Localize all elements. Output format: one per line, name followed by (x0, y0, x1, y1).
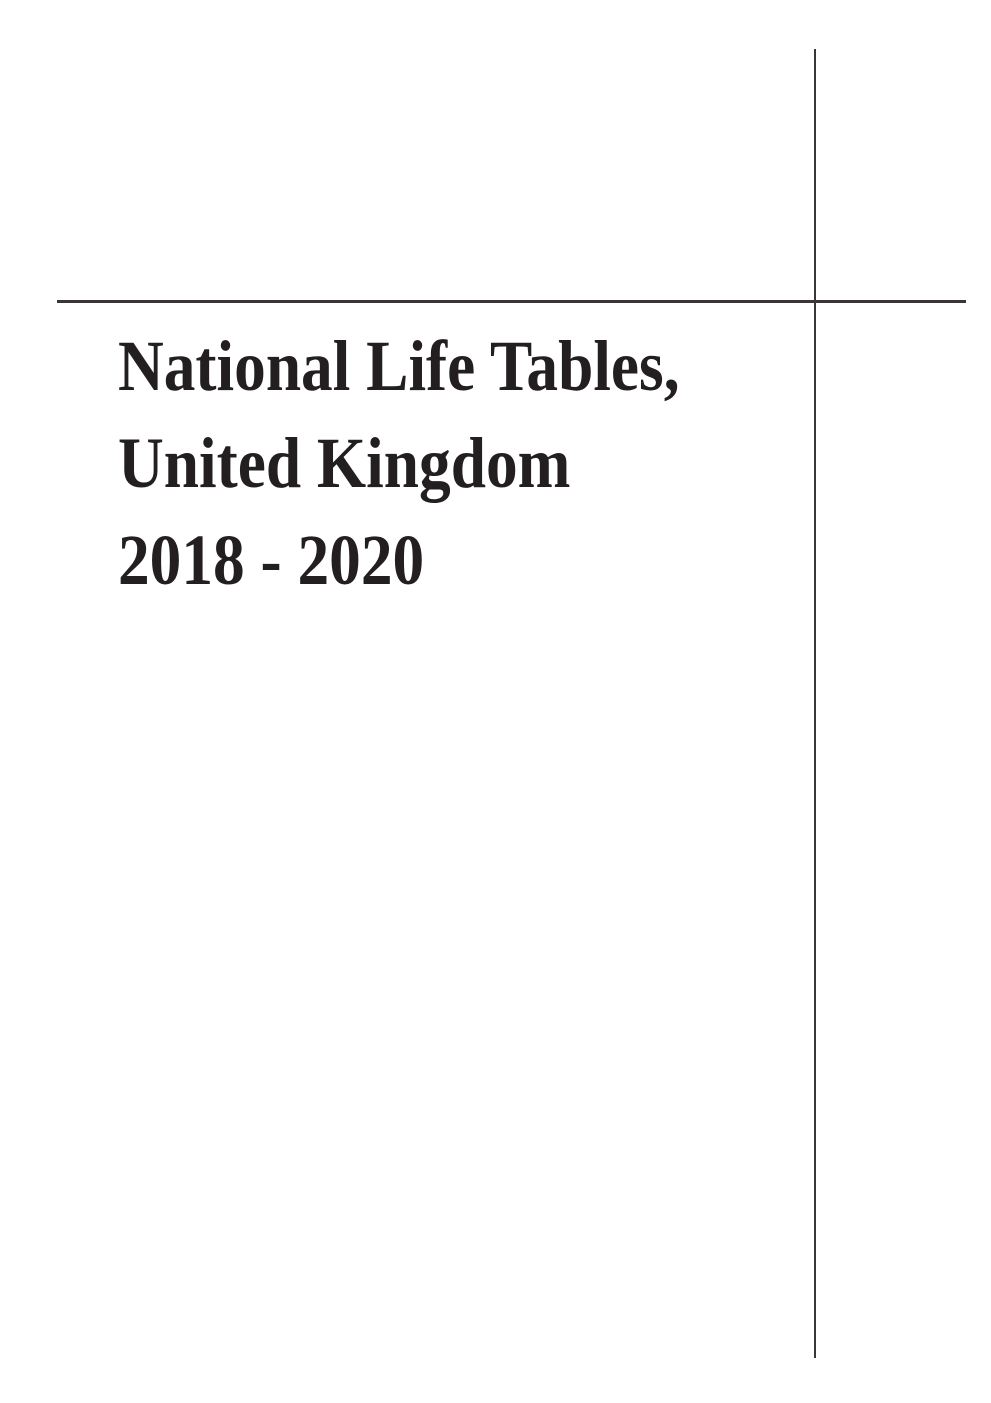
title-line-2: United Kingdom (118, 423, 571, 503)
title-line-1: National Life Tables, (118, 326, 680, 406)
horizontal-divider (57, 300, 966, 303)
vertical-divider (814, 49, 816, 1358)
page-title (118, 318, 680, 609)
title-line-3: 2018 - 2020 (118, 520, 425, 600)
